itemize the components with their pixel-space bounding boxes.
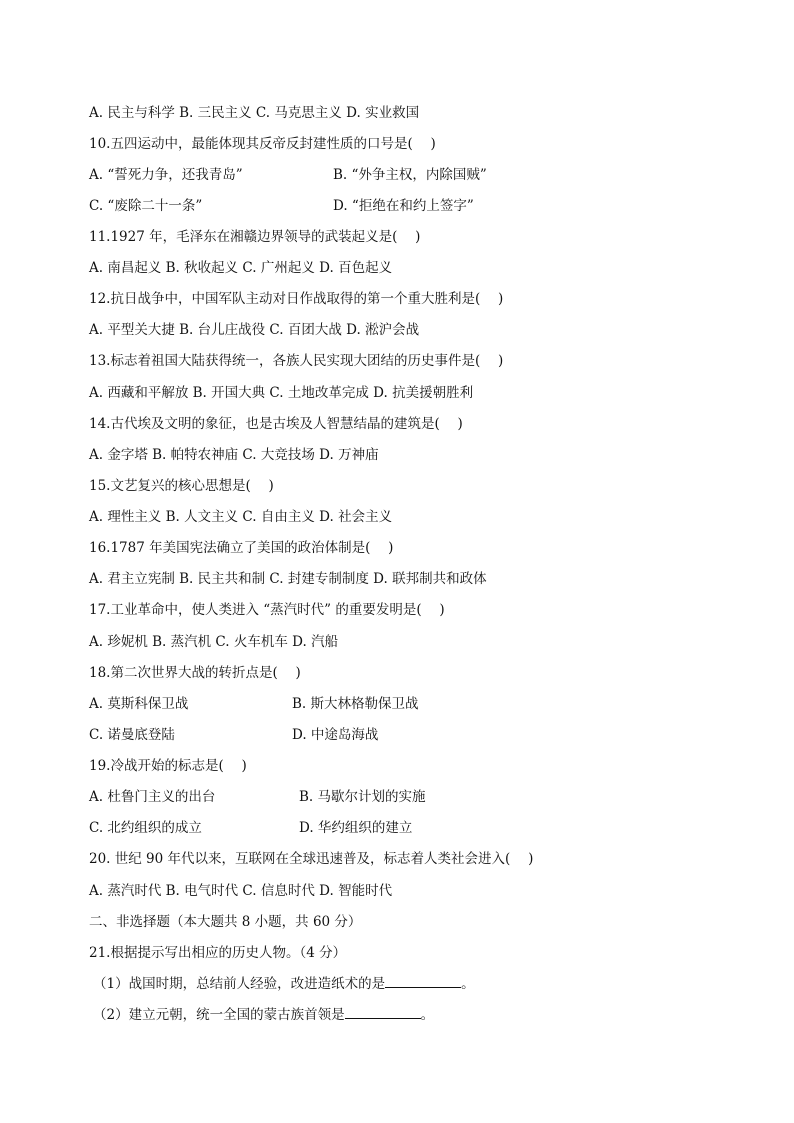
q13-options: A. 西藏和平解放 B. 开国大典 C. 土地改革完成 D. 抗美援朝胜利 <box>89 385 474 401</box>
q14-stem: 14.古代埃及文明的象征，也是古埃及人智慧结晶的建筑是( ) <box>89 416 463 432</box>
q15-options: A. 理性主义 B. 人文主义 C. 自由主义 D. 社会主义 <box>89 509 393 525</box>
q18-option-a: A. 莫斯科保卫战 <box>89 696 189 712</box>
q11-stem: 11.1927 年，毛泽东在湘赣边界领导的武装起义是( ) <box>89 229 421 245</box>
q16-options: A. 君主立宪制 B. 民主共和制 C. 封建专制制度 D. 联邦制共和政体 <box>89 571 487 587</box>
q10-option-a: A. “誓死力争，还我青岛” <box>89 167 243 183</box>
q21-item-2-blank[interactable] <box>345 1006 421 1019</box>
q16-stem: 16.1787 年美国宪法确立了美国的政治体制是( ) <box>89 540 394 556</box>
q21-item-1-text: （1）战国时期，总结前人经验，改进造纸术的是 <box>93 976 386 992</box>
section-2-heading: 二、非选择题（本大题共 8 小题，共 60 分） <box>89 914 362 930</box>
q10-stem: 10.五四运动中，最能体现其反帝反封建性质的口号是( ) <box>89 136 436 152</box>
q19-option-a: A. 杜鲁门主义的出台 <box>89 789 216 805</box>
q19-option-b: B. 马歇尔计划的实施 <box>299 789 426 805</box>
q9-options: A. 民主与科学 B. 三民主义 C. 马克思主义 D. 实业救国 <box>89 105 420 121</box>
q13-stem: 13.标志着祖国大陆获得统一，各族人民实现大团结的历史事件是( ) <box>89 353 504 369</box>
q19-option-c: C. 北约组织的成立 <box>89 820 202 836</box>
q18-option-b: B. 斯大林格勒保卫战 <box>292 696 419 712</box>
q14-options: A. 金字塔 B. 帕特农神庙 C. 大竞技场 D. 万神庙 <box>89 447 379 463</box>
q12-options: A. 平型关大捷 B. 台儿庄战役 C. 百团大战 D. 淞沪会战 <box>89 322 420 338</box>
q10-option-c: C. “废除二十一条” <box>89 198 203 214</box>
q18-stem: 18.第二次世界大战的转折点是( ) <box>89 665 301 681</box>
q11-options: A. 南昌起义 B. 秋收起义 C. 广州起义 D. 百色起义 <box>89 260 393 276</box>
q21-item-1-end: 。 <box>461 976 475 992</box>
q21-item-2-end: 。 <box>420 1007 435 1023</box>
q18-option-d: D. 中途岛海战 <box>292 727 379 743</box>
q19-stem: 19.冷战开始的标志是( ) <box>89 758 247 774</box>
q12-stem: 12.抗日战争中，中国军队主动对日作战取得的第一个重大胜利是( ) <box>89 291 504 307</box>
q18-option-c: C. 诺曼底登陆 <box>89 727 175 743</box>
q21-item-1 <box>93 975 475 993</box>
q21-item-1-blank[interactable] <box>385 975 461 988</box>
q20-options: A. 蒸汽时代 B. 电气时代 C. 信息时代 D. 智能时代 <box>89 883 393 899</box>
q21-stem: 21.根据提示写出相应的历史人物。（4 分） <box>89 945 347 961</box>
q17-stem: 17.工业革命中，使人类进入 “蒸汽时代” 的重要发明是( ) <box>89 602 445 618</box>
q19-option-d: D. 华约组织的建立 <box>299 820 413 836</box>
q21-item-2-text: （2）建立元朝，统一全国的蒙古族首领是 <box>93 1007 345 1023</box>
q10-option-b: B. “外争主权，内除国贼” <box>333 167 487 183</box>
q17-options: A. 珍妮机 B. 蒸汽机 C. 火车机车 D. 汽船 <box>89 634 339 650</box>
q15-stem: 15.文艺复兴的核心思想是( ) <box>89 478 274 494</box>
q10-option-d: D. “拒绝在和约上签字” <box>333 198 474 214</box>
q21-item-2 <box>93 1006 434 1024</box>
q20-stem: 20. 世纪 90 年代以来，互联网在全球迅速普及，标志着人类社会进入( ) <box>89 851 534 867</box>
